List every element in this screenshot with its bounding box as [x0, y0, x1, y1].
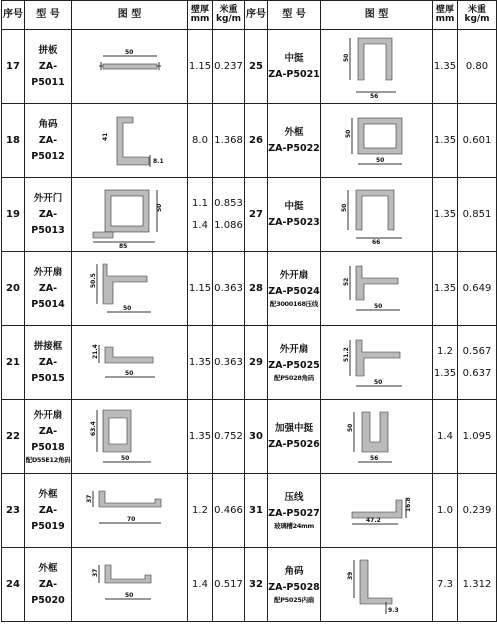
row-number: 25 — [245, 30, 268, 104]
thickness-value: 1.4 — [192, 219, 208, 231]
thickness-value: 1.35 — [188, 430, 212, 442]
svg-text:21.4: 21.4 — [91, 343, 99, 359]
model-name: 外开扇 — [279, 344, 309, 355]
model-code: ZA-P5023 — [268, 216, 320, 228]
model-cell — [25, 400, 72, 474]
svg-text:50: 50 — [120, 454, 129, 462]
row-number: 21 — [2, 326, 25, 400]
model-cell — [268, 474, 321, 548]
weight-value: 0.649 — [462, 282, 492, 294]
profile-catalog-sheet — [1, 0, 496, 626]
model-cell — [25, 252, 72, 326]
weight-cell — [213, 30, 245, 104]
model-note: 配P5028角码 — [274, 374, 314, 382]
thickness-cell — [188, 400, 213, 474]
header-drawing-right: 图 型 — [321, 1, 433, 30]
weight-value: 0.567 — [462, 345, 492, 357]
thickness-value: 8.0 — [192, 134, 208, 146]
weight-cell — [213, 400, 245, 474]
model-cell — [25, 30, 72, 104]
header-thickness: 壁厚 mm — [188, 1, 213, 30]
thickness-value: 1.35 — [433, 60, 457, 72]
svg-text:37: 37 — [91, 568, 99, 577]
model-name: 外开扇 — [33, 266, 63, 278]
profile-drawing — [321, 178, 433, 252]
weight-value: 0.239 — [462, 504, 492, 516]
weight-value: 0.752 — [214, 430, 243, 442]
svg-text:50: 50 — [340, 203, 348, 212]
model-note: 配P5025内扇 — [274, 596, 314, 604]
thickness-value: 1.2 — [437, 345, 453, 357]
model-cell — [268, 104, 321, 178]
model-code: ZA-P5011 — [31, 60, 65, 88]
model-name: 外开扇 — [33, 410, 63, 421]
model-code: ZA-P5026 — [268, 438, 320, 450]
model-cell — [268, 252, 321, 326]
row-number: 18 — [2, 104, 25, 178]
model-name: 中挺 — [284, 200, 304, 212]
thickness-cell — [433, 326, 458, 400]
svg-text:47.2: 47.2 — [365, 516, 381, 524]
profile-drawing — [321, 252, 433, 326]
weight-cell — [213, 178, 245, 252]
model-cell — [25, 104, 72, 178]
svg-text:50: 50 — [346, 423, 354, 432]
model-name: 外框 — [38, 488, 58, 500]
thickness-value: 1.15 — [188, 282, 212, 294]
weight-value: 0.601 — [462, 134, 492, 146]
weight-cell — [458, 30, 497, 104]
svg-text:50: 50 — [122, 304, 131, 312]
model-code: ZA-P5013 — [31, 208, 65, 236]
weight-cell — [458, 400, 497, 474]
model-name: 外框 — [284, 126, 304, 138]
thickness-value: 1.2 — [192, 504, 208, 516]
profile-drawing — [321, 474, 433, 548]
model-code: ZA-P5014 — [31, 282, 65, 310]
thickness-cell — [433, 252, 458, 326]
weight-cell — [213, 326, 245, 400]
weight-value: 0.517 — [214, 578, 243, 590]
svg-text:56: 56 — [369, 92, 378, 100]
row-number: 24 — [2, 548, 25, 622]
profile-drawing — [72, 178, 188, 252]
model-name: 外开门 — [33, 192, 63, 204]
weight-cell — [458, 326, 497, 400]
model-code: ZA-P5020 — [31, 578, 65, 606]
row-number: 17 — [2, 30, 25, 104]
svg-text:50: 50 — [373, 302, 382, 310]
weight-cell — [458, 474, 497, 548]
profile-drawing — [72, 326, 188, 400]
thickness-value: 1.35 — [433, 134, 457, 146]
thickness-cell — [188, 252, 213, 326]
row-number: 28 — [245, 252, 268, 326]
svg-text:41: 41 — [101, 132, 109, 141]
thickness-value: 1.0 — [437, 504, 453, 516]
svg-text:50: 50 — [373, 378, 382, 386]
weight-cell — [458, 252, 497, 326]
thickness-cell — [188, 548, 213, 622]
weight-value: 1.312 — [462, 578, 492, 590]
header-weight-right: 米重 kg/m — [458, 1, 497, 30]
svg-text:66: 66 — [371, 238, 380, 246]
header-model-right: 型 号 — [268, 1, 321, 30]
thickness-cell — [433, 548, 458, 622]
svg-text:50: 50 — [124, 48, 133, 56]
row-number: 23 — [2, 474, 25, 548]
row-number: 29 — [245, 326, 268, 400]
weight-value: 0.466 — [214, 504, 243, 516]
model-code: ZA-P5028 — [268, 582, 320, 593]
header-no-right: 序号 — [245, 1, 268, 30]
svg-text:56: 56 — [369, 454, 378, 462]
model-cell — [25, 178, 72, 252]
header-drawing: 图 型 — [72, 1, 188, 30]
model-code: ZA-P5024 — [268, 286, 320, 297]
row-number: 20 — [2, 252, 25, 326]
table-row — [2, 178, 497, 252]
model-note: 配3000168压线 — [269, 300, 319, 308]
thickness-cell — [433, 30, 458, 104]
model-name: 外框 — [38, 562, 58, 574]
row-number: 30 — [245, 400, 268, 474]
svg-text:50: 50 — [342, 53, 350, 62]
thickness-value: 1.15 — [188, 60, 212, 72]
weight-cell — [458, 178, 497, 252]
svg-text:50: 50 — [124, 591, 133, 599]
weight-cell — [213, 474, 245, 548]
profile-drawing — [72, 30, 188, 104]
thickness-cell — [188, 474, 213, 548]
model-name: 拼接框 — [33, 340, 63, 352]
profile-catalog-table — [1, 0, 497, 622]
thickness-value: 1.1 — [192, 197, 208, 209]
profile-drawing — [321, 548, 433, 622]
header-weight: 米重 kg/m — [213, 1, 245, 30]
weight-value: 0.237 — [214, 60, 243, 72]
weight-cell — [213, 252, 245, 326]
thickness-value: 1.35 — [433, 208, 457, 220]
catalog-body — [2, 30, 497, 622]
profile-drawing — [321, 30, 433, 104]
header-thickness-right: 壁厚 mm — [433, 1, 458, 30]
svg-text:50: 50 — [375, 156, 384, 164]
model-code: ZA-P5018 — [31, 426, 65, 453]
header-no: 序号 — [2, 1, 25, 30]
model-name: 拼板 — [38, 44, 58, 56]
svg-text:50.5: 50.5 — [89, 272, 97, 288]
model-code: ZA-P5027 — [268, 508, 320, 519]
svg-text:37: 37 — [85, 494, 93, 503]
thickness-value: 1.4 — [437, 430, 453, 442]
svg-text:8.1: 8.1 — [152, 157, 164, 165]
weight-value: 1.086 — [214, 219, 243, 231]
table-row — [2, 252, 497, 326]
table-row — [2, 474, 497, 548]
model-name: 外开扇 — [279, 270, 309, 281]
table-row — [2, 400, 497, 474]
weight-value: 1.095 — [462, 430, 492, 442]
model-cell — [25, 474, 72, 548]
thickness-cell — [188, 104, 213, 178]
thickness-value: 1.35 — [188, 356, 212, 368]
weight-value: 0.851 — [462, 208, 492, 220]
svg-text:70: 70 — [126, 515, 135, 523]
header-row — [2, 1, 497, 30]
profile-drawing — [321, 326, 433, 400]
weight-cell — [458, 548, 497, 622]
thickness-value: 1.4 — [192, 578, 208, 590]
svg-text:63.4: 63.4 — [89, 420, 97, 436]
row-number: 27 — [245, 178, 268, 252]
row-number: 26 — [245, 104, 268, 178]
svg-text:50: 50 — [124, 369, 133, 377]
model-cell — [25, 548, 72, 622]
model-code: ZA-P5019 — [31, 504, 65, 532]
svg-text:16.8: 16.8 — [404, 496, 412, 512]
model-cell — [268, 326, 321, 400]
thickness-cell — [433, 104, 458, 178]
thickness-cell — [188, 326, 213, 400]
weight-value: 1.368 — [214, 134, 243, 146]
weight-value: 0.80 — [465, 60, 489, 72]
weight-value: 0.853 — [214, 197, 243, 209]
model-code: ZA-P5021 — [268, 68, 320, 80]
model-cell — [25, 326, 72, 400]
model-note: 玻璃槽24mm — [274, 522, 314, 530]
thickness-cell — [433, 178, 458, 252]
model-code: ZA-P5022 — [268, 142, 320, 154]
thickness-cell — [433, 400, 458, 474]
profile-drawing — [321, 400, 433, 474]
thickness-cell — [188, 178, 213, 252]
row-number: 19 — [2, 178, 25, 252]
model-name: 角码 — [284, 566, 304, 577]
model-name: 加强中挺 — [274, 422, 313, 434]
model-cell — [268, 178, 321, 252]
model-cell — [268, 400, 321, 474]
header-model: 型 号 — [25, 1, 72, 30]
model-note: 配D55E12角码 — [25, 456, 71, 464]
profile-drawing — [321, 104, 433, 178]
profile-drawing — [72, 400, 188, 474]
profile-drawing — [72, 252, 188, 326]
weight-value: 0.637 — [462, 367, 492, 379]
weight-cell — [213, 104, 245, 178]
table-row — [2, 326, 497, 400]
thickness-cell — [188, 30, 213, 104]
thickness-value: 1.35 — [433, 282, 457, 294]
table-row — [2, 30, 497, 104]
row-number: 31 — [245, 474, 268, 548]
model-cell — [268, 548, 321, 622]
svg-text:39: 39 — [346, 571, 354, 580]
weight-value: 0.363 — [214, 356, 243, 368]
model-code: ZA-P5015 — [31, 356, 65, 384]
model-name: 压线 — [284, 492, 304, 503]
svg-text:9.3: 9.3 — [387, 606, 399, 614]
model-name: 角码 — [38, 118, 58, 130]
thickness-cell — [433, 474, 458, 548]
weight-value: 0.363 — [214, 282, 243, 294]
weight-cell — [213, 548, 245, 622]
weight-cell — [458, 104, 497, 178]
svg-text:85: 85 — [118, 242, 127, 248]
thickness-value: 1.35 — [433, 367, 457, 379]
model-code: ZA-P5025 — [268, 360, 320, 371]
model-code: ZA-P5012 — [31, 134, 65, 162]
svg-text:51.2: 51.2 — [342, 346, 350, 362]
svg-text:52: 52 — [342, 277, 350, 286]
row-number: 22 — [2, 400, 25, 474]
svg-text:50: 50 — [344, 129, 352, 138]
model-cell — [268, 30, 321, 104]
profile-drawing — [72, 104, 188, 178]
profile-drawing — [72, 474, 188, 548]
row-number: 32 — [245, 548, 268, 622]
profile-drawing — [72, 548, 188, 622]
thickness-value: 7.3 — [437, 578, 453, 590]
model-name: 中挺 — [284, 52, 304, 64]
svg-text:50: 50 — [155, 203, 163, 212]
table-row — [2, 104, 497, 178]
table-row — [2, 548, 497, 622]
